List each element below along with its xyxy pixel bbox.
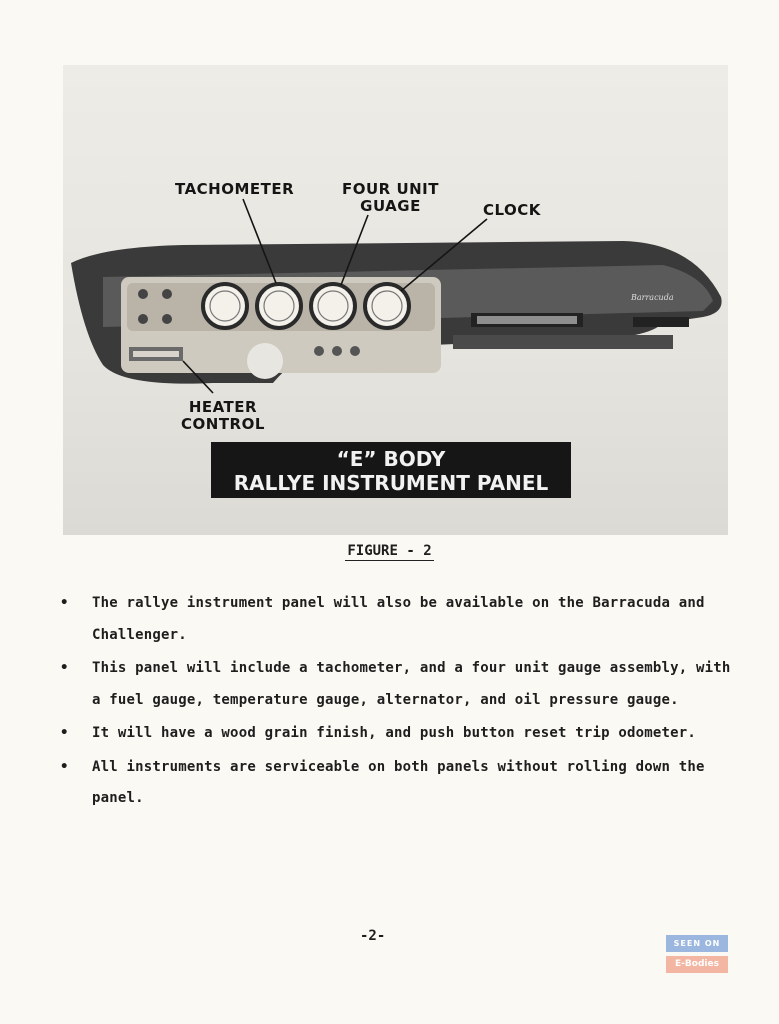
- watermark-top: SEEN ON: [666, 935, 728, 952]
- callout-four-unit-gauge: [342, 181, 439, 215]
- bullet-text: All instruments are serviceable on both panels without rolling down the panel.: [92, 758, 705, 806]
- callout-tachometer-label: TACHOMETER: [175, 180, 295, 198]
- list-item: [58, 718, 738, 750]
- list-item: [58, 653, 738, 716]
- watermark-bottom: E-Bodies: [666, 956, 728, 973]
- bullet-marker: •: [60, 758, 69, 775]
- bullet-marker: •: [60, 725, 69, 741]
- bullet-text: The rallye instrument panel will also be available on the Barracuda and Challenger.: [92, 595, 705, 643]
- plate-line1: “E” BODY: [336, 447, 446, 471]
- bullet-marker: •: [60, 660, 69, 676]
- bullet-text: This panel will include a tachometer, and a four unit gauge assembly, with a fuel gauge, temperature gauge, alternator, and oil pressure gauge.: [92, 660, 731, 708]
- bullet-list: [58, 588, 738, 817]
- page-number: -2-: [360, 928, 386, 944]
- plate-line2: RALLYE INSTRUMENT PANEL: [233, 471, 549, 495]
- bullet-text: It will have a wood grain finish, and push button reset trip odometer.: [92, 725, 697, 741]
- callout-four-unit-line1: FOUR UNIT: [342, 180, 439, 198]
- callout-heater-line1: HEATER: [188, 398, 258, 416]
- callout-heater-control: [181, 399, 265, 433]
- callout-clock: [483, 202, 541, 219]
- callout-tachometer: [175, 181, 294, 198]
- list-item: [58, 588, 738, 651]
- instrument-panel-photo: [63, 65, 728, 535]
- callout-heater-line2: CONTROL: [181, 415, 265, 433]
- list-item: [58, 752, 738, 815]
- figure-caption: [0, 543, 779, 559]
- figure-title-plate: [211, 442, 571, 498]
- callout-clock-label: CLOCK: [483, 201, 541, 219]
- watermark-logo: [666, 935, 728, 973]
- badge-script: Barracuda: [631, 293, 674, 302]
- bullet-marker: •: [60, 595, 69, 611]
- figure-caption-text: FIGURE - 2: [347, 543, 432, 559]
- callout-four-unit-line2: GUAGE: [360, 197, 421, 215]
